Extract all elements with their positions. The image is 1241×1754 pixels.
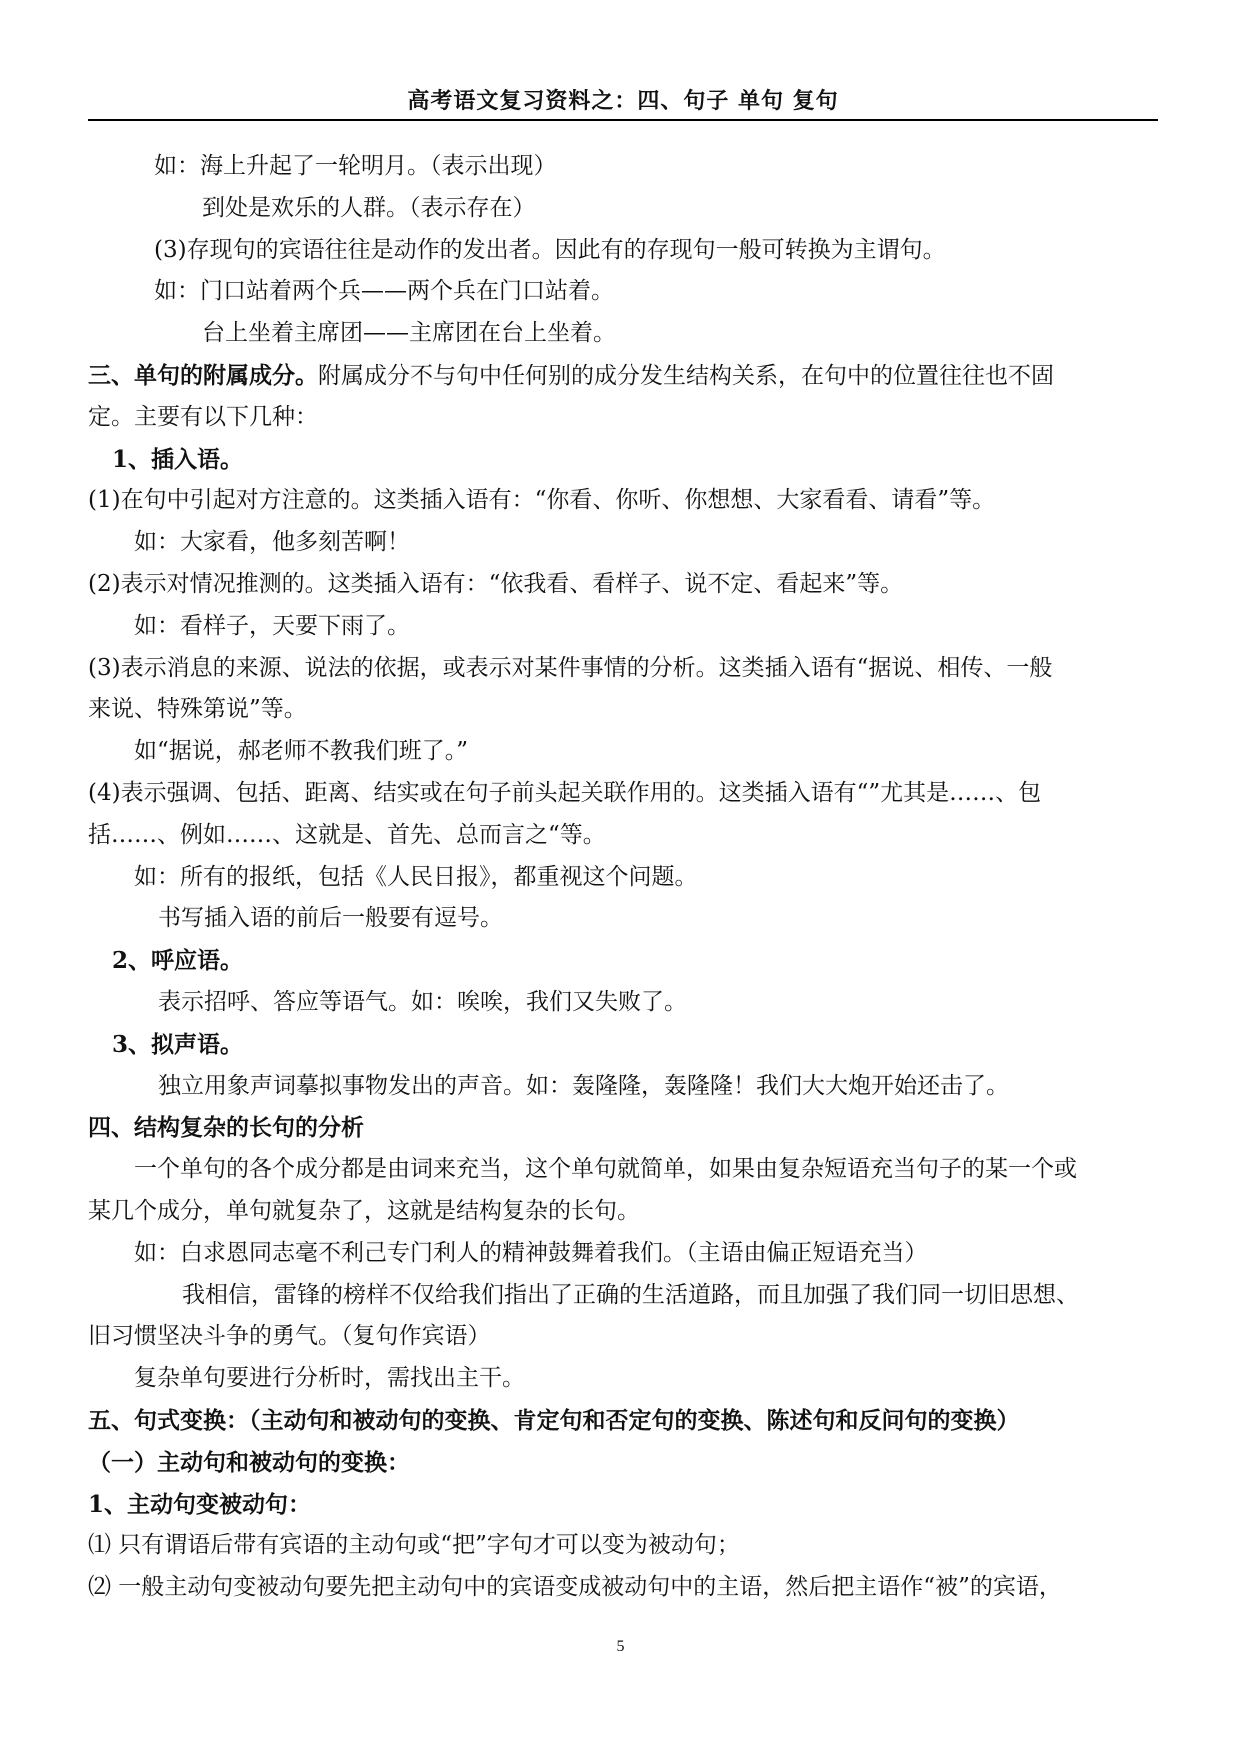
text-line: 1、插入语。 <box>112 445 244 473</box>
text-line: 来说、特殊第说”等。 <box>88 696 307 723</box>
text-line: (4)表示强调、包括、距离、结实或在句子前头起关联作用的。这类插入语有“”尤其是……、包 <box>88 779 1042 806</box>
text-line: 括……、例如……、这就是、首先、总而言之“等。 <box>88 821 606 848</box>
text-line: 五、句式变换：（主动句和被动句的变换、肯定句和否定句的变换、陈述句和反问句的变换） <box>88 1406 1020 1434</box>
text-line: (1)在句中引起对方注意的。这类插入语有：“你看、你听、你想想、大家看看、请看”等。 <box>88 487 996 514</box>
text-line: 1、主动句变被动句： <box>88 1490 312 1518</box>
text-line: 某几个成分，单句就复杂了，这就是结构复杂的长句。 <box>88 1197 640 1224</box>
text-line: 台上坐着主席团——主席团在台上坐着。 <box>202 320 616 347</box>
text-line: 到处是欢乐的人群。（表示存在） <box>202 194 536 221</box>
text-line <box>88 355 1168 397</box>
page-header-title: 高考语文复习资料之：四、句子 单句 复句 <box>407 88 839 114</box>
text-line: ⑴ 只有谓语后带有宾语的主动句或“把”字句才可以变为被动句； <box>88 1532 740 1559</box>
text-line: 独立用象声词摹拟事物发出的声音。如：轰隆隆，轰隆隆！我们大大炮开始还击了。 <box>158 1072 1009 1099</box>
header-divider <box>88 119 1158 121</box>
page-number: 5 <box>616 1638 625 1655</box>
text-line: ⑵ 一般主动句变被动句要先把主动句中的宾语变成被动句中的主语，然后把主语作“被”的宾语， <box>88 1574 1062 1601</box>
text-line: （一）主动句和被动句的变换： <box>88 1448 410 1476</box>
text-line: 如：门口站着两个兵——两个兵在门口站着。 <box>154 278 614 305</box>
text-line: 四、结构复杂的长句的分析 <box>88 1114 364 1142</box>
text-line: (2)表示对情况推测的。这类插入语有：“依我看、看样子、说不定、看起来”等。 <box>88 570 904 597</box>
text-line: (3)表示消息的来源、说法的依据，或表示对某件事情的分析。这类插入语有“据说、相传、一般 <box>88 654 1053 681</box>
text-line: 表示招呼、答应等语气。如：唉唉，我们又失败了。 <box>158 988 687 1015</box>
section-heading: 三、单句的附属成分。 <box>88 361 318 389</box>
text-line: 如：海上升起了一轮明月。（表示出现） <box>154 153 557 179</box>
text-line: 复杂单句要进行分析时，需找出主干。 <box>134 1365 525 1392</box>
text-line: 如：看样子，天要下雨了。 <box>134 612 410 639</box>
text-line: 旧习惯坚决斗争的勇气。（复句作宾语） <box>88 1323 491 1350</box>
text-line: 如：白求恩同志毫不利己专门利人的精神鼓舞着我们。（主语由偏正短语充当） <box>134 1239 928 1266</box>
text-line: 如“据说，郝老师不教我们班了。” <box>134 738 469 765</box>
text-line: 我相信，雷锋的榜样不仅给我们指出了正确的生活道路，而且加强了我们同一切旧思想、 <box>182 1281 1079 1308</box>
text-line: 2、呼应语。 <box>112 947 244 975</box>
section-text: 附属成分不与句中任何别的成分发生结构关系，在句中的位置往往也不固 <box>318 362 1054 389</box>
text-line: 定。主要有以下几种： <box>88 403 318 430</box>
text-line: (3)存现句的宾语往往是动作的发出者。因此有的存现句一般可转换为主谓句。 <box>154 236 946 263</box>
text-line: 书写插入语的前后一般要有逗号。 <box>158 905 503 932</box>
document-body <box>88 146 1168 1609</box>
text-line: 3、拟声语。 <box>112 1030 244 1058</box>
text-line: 如：所有的报纸，包括《人民日报》，都重视这个问题。 <box>134 863 698 890</box>
text-line: 如：大家看，他多刻苦啊！ <box>134 529 410 556</box>
text-line: 一个单句的各个成分都是由词来充当，这个单句就简单，如果由复杂短语充当句子的某一个或 <box>134 1156 1077 1183</box>
